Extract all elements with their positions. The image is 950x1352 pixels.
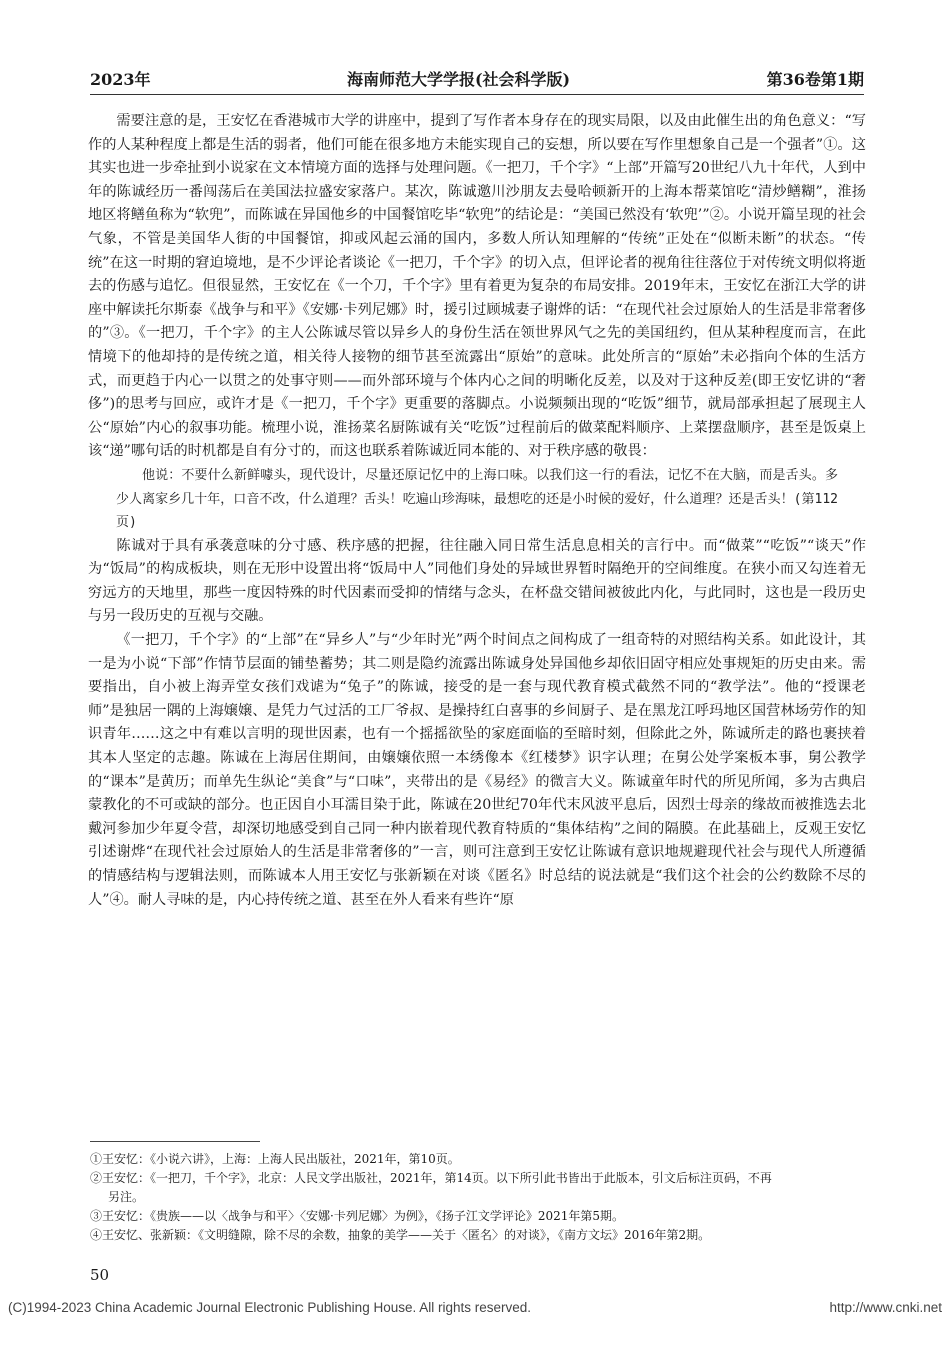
- copyright-text: (C)1994-2023 China Academic Journal Electronic Publishing House. All rights reserved.: [8, 1300, 532, 1315]
- paragraph-3: 《一把刀，千个字》的“上部”在“异乡人”与“少年时光”两个时间点之间构成了一组奇特的对照结构关系。如此设计，其一是为小说“下部”作情节层面的铺垫蓄势；其二则是隐约流露出陈诚身处异国他乡却依旧固守相应处事规矩的历史由来。需要指出，自小被上海弄堂女孩们戏谑为“兔子”的陈诚，接受的是一套与现代教育模式截然不同的“教学法”。他的“授课老师”是独居一隅的上海嬢嬢、是凭力气过活的工厂爷叔、是操持红白喜事的乡间厨子、是在黑龙江呼玛地区国营林场劳作的知识青年……这之中有难以言明的现世因素，也有一个摇摇欲坠的家庭面临的至暗时刻，但除此之外，陈诚所走的路也裹挟着其本人坚定的志趣。陈诚在上海居住期间，由嬢嬢依照一本绣像本《红楼梦》识字认理；在舅公处学案板本事，舅公教学的“课本”是黄历；而单先生纵论“美食”与“口味”，夹带出的是《易经》的微言大义。陈诚童年时代的所见所闻，多为古典启蒙教化的不可或缺的部分。也正因自小耳濡目染于此，陈诚在20世纪70年代末风波平息后，因烈士母亲的缘故而被推选去北戴河参加少年夏令营，却深切地感受到自己同一种内嵌着现代教育特质的“集体结构”之间的隔膜。在此基础上，反观王安忆引述谢烨“在现代社会过原始人的生活是非常奢侈的”一言，则可注意到王安忆让陈诚有意识地规避现代社会与现代人所遵循的情感结构与逻辑法则，而陈诚本人用王安忆与张新颖在对谈《匿名》时总结的说法就是“我们这个社会的公约数除不尽的人”④。耐人寻味的是，内心持传统之道、甚至在外人看来有些许“原: [88, 632, 866, 908]
- cnki-url: http://www.cnki.net: [829, 1300, 942, 1315]
- footnote-4: ④王安忆、张新颖：《文明缝隙，除不尽的余数，抽象的美学——关于〈匿名〉的对谈》，《南方文坛》2016年第2期。: [90, 1228, 711, 1242]
- paragraph-2: 陈诚对于具有承袭意味的分寸感、秩序感的把握，往往融入同日常生活息息相关的言行中。而“做菜”“吃饭”“谈天”作为“饭局”的构成板块，则在无形中设置出将“饭局中人”同他们身处的异域世界暂时隔绝开的空间维度。在狭小而又勾连着无穷远方的天地里，那些一度因特殊的时代因素而受抑的情绪与念头，在杯盘交错间被彼此内化，与此同时，这也是一段历史与另一段历史的互视与交融。: [88, 537, 866, 625]
- copyright-footer: [8, 1300, 942, 1315]
- running-header: [90, 62, 864, 95]
- article-body: [88, 110, 866, 912]
- footnote-2: ②王安忆：《一把刀，千个字》，北京：人民文学出版社，2021年，第14页。以下所引此书皆出于此版本，引文后标注页码，不再: [90, 1171, 772, 1185]
- header-journal: 海南师范大学学报(社会科学版): [346, 70, 571, 89]
- footnote-3: ③王安忆：《贵族——以〈战争与和平〉〈安娜·卡列尼娜〉为例》，《扬子江文学评论》2021年第5期。: [90, 1209, 624, 1223]
- header-volume: 第36卷第1期: [766, 70, 864, 89]
- paragraph-1: 需要注意的是，王安忆在香港城市大学的讲座中，提到了写作者本身存在的现实局限，以及由此催生出的角色意义：“写作的人某种程度上都是生活的弱者，他们可能在很多地方未能实现自己的妄想，所以要在写作里想象自己是一个强者”①。这其实也进一步牵扯到小说家在文本情境方面的选择与处理问题。《一把刀，千个字》“上部”开篇写20世纪八九十年代，人到中年的陈诚经历一番闯荡后在美国法拉盛安家落户。某次，陈诚邀川沙朋友去曼哈顿新开的上海本帮菜馆吃“清炒鳝糊”，淮扬地区将鳝鱼称为“软兜”，而陈诚在异国他乡的中国餐馆吃毕“软兜”的结论是：“美国已然没有‘软兜’”②。小说开篇呈现的社会气象，不管是美国华人街的中国餐馆，抑或风起云涌的国内，多数人所认知理解的“传统”正处在“似断未断”的状态。“传统”在这一时期的窘迫境地，是不少评论者谈论《一把刀，千个字》的切入点，但评论者的视角往往落位于对传统文明似将逝去的伤感与追忆。但很显然，王安忆在《一个刀，千个字》里有着更为复杂的布局安排。2019年末，王安忆在浙江大学的讲座中解读托尔斯泰《战争与和平》《安娜·卡列尼娜》时，援引过顾城妻子谢烨的话：“在现代社会过原始人的生活是非常奢侈的”③。《一把刀，千个字》的主人公陈诚尽管以异乡人的身份生活在领世界风气之先的美国纽约，但从某种程度而言，在此情境下的他却持的是传统之道，相关待人接物的细节甚至流露出“原始”的意味。此处所言的“原始”未必指向个体的生活方式，而更趋于内心一以贯之的处事守则——而外部环境与个体内心之间的明晰化反差，以及对于这种反差(即王安忆讲的“奢侈”)的思考与回应，或许才是《一把刀，千个字》更重要的落脚点。小说频频出现的“吃饭”细节，就局部承担起了展现主人公“原始”内心的叙事功能。梳理小说，淮扬菜名厨陈诚有关“吃饭”过程前后的做菜配料顺序、上菜摆盘顺序，甚至是饭桌上该“递”哪句话的时机都是自有分寸的，而这也联系着陈诚近同本能的、对于秩序感的敬畏：: [88, 113, 866, 460]
- footnote-1: ①王安忆：《小说六讲》，上海：上海人民出版社，2021年，第10页。: [90, 1152, 460, 1166]
- footnote-2-continued: 另注。: [108, 1190, 145, 1204]
- header-year: 2023年: [90, 70, 151, 89]
- footnote-divider: [90, 1141, 260, 1142]
- footnotes: [90, 1150, 866, 1245]
- block-quote: 他说：不要什么新鲜噱头，现代设计，尽量还原记忆中的上海口味。以我们这一行的看法，记忆不在大脑，而是舌头。多少人离家乡几十年，口音不改，什么道理？舌头！吃遍山珍海味，最想吃的还是小时候的爱好，什么道理？还是舌头！(第112页): [116, 467, 838, 531]
- page-number: 50: [90, 1266, 110, 1284]
